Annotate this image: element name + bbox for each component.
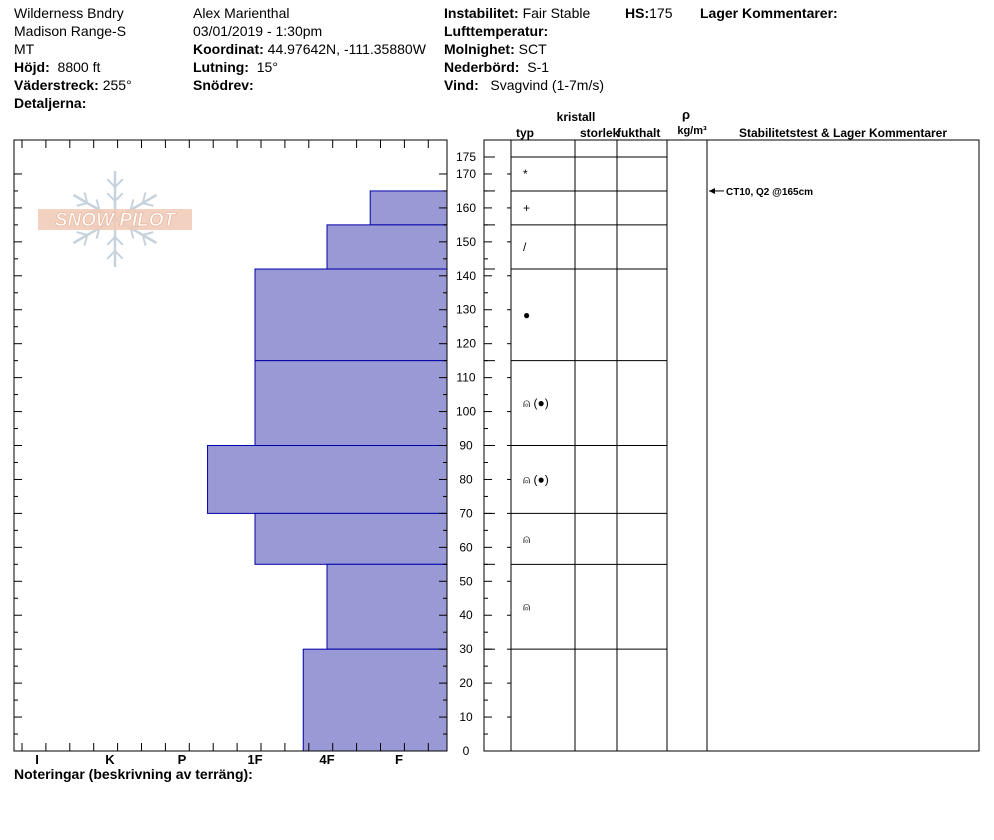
hardness-tick-label: I — [35, 752, 39, 767]
depth-tick-label: 140 — [455, 268, 477, 283]
hardness-bars — [208, 191, 447, 751]
observer-name: Alex Marienthal — [193, 5, 290, 21]
grain-type-symbol: ⍝ — [523, 599, 531, 614]
drift-label: Snödrev: — [193, 77, 254, 93]
stability-value: Fair Stable — [522, 5, 591, 21]
depth-tick-label: 130 — [455, 302, 477, 317]
depth-tick-label: 160 — [455, 200, 477, 215]
elevation-value: 8800 ft — [57, 59, 101, 75]
details-label: Detaljerna: — [14, 95, 87, 111]
snowflake-branch — [143, 203, 154, 206]
grain-type-symbol: ⍝ — [523, 531, 531, 546]
hardness-tick-label: P — [177, 752, 187, 767]
moisture-header: fukthalt — [617, 126, 661, 140]
rho-header: ρ — [681, 107, 691, 122]
aspect-value: 255° — [102, 77, 132, 93]
hs-value: 175 — [649, 5, 673, 21]
grain-type-column — [523, 167, 549, 614]
size-header: storlek — [580, 126, 620, 140]
depth-tick-label: 70 — [459, 506, 473, 521]
snowflake-branch — [77, 203, 88, 206]
snowpilot-logo — [38, 171, 192, 267]
hardness-bar — [255, 269, 447, 361]
depth-tick-label: 120 — [455, 336, 477, 351]
snowflake-branch — [143, 232, 154, 235]
grain-type-symbol: * — [523, 166, 528, 181]
depth-tick-label: 40 — [459, 608, 473, 623]
depth-tick-label: 90 — [459, 438, 473, 453]
sky-value: SCT — [518, 41, 547, 57]
type-header: typ — [516, 126, 534, 140]
stability-annotations — [709, 187, 813, 198]
grain-type-symbol: ● — [523, 307, 531, 322]
grain-type-symbol: ⍝ (●) — [523, 472, 549, 487]
range-name: Madison Range-S — [14, 23, 127, 39]
depth-tick-label: 80 — [459, 472, 473, 487]
stability-label: Instabilitet: — [444, 5, 519, 21]
sky-label: Molnighet: — [444, 41, 515, 57]
layer-table — [484, 107, 979, 751]
precip-value: S-1 — [527, 59, 550, 75]
hardness-bar — [370, 191, 447, 225]
hardness-tick-label: 4F — [319, 752, 335, 767]
stability-comments-header: Stabilitetstest & Lager Kommentarer — [738, 126, 948, 140]
coordinate-label: Koordinat: — [193, 41, 264, 57]
grain-type-symbol: / — [523, 239, 527, 254]
precip-label: Nederbörd: — [444, 59, 520, 75]
state-name: MT — [14, 41, 35, 57]
wind-label: Vind: — [444, 77, 479, 93]
hardness-bar — [327, 564, 447, 649]
hardness-bar — [255, 361, 447, 446]
hardness-bar — [255, 513, 447, 564]
wind-value: Svagvind (1-7m/s) — [490, 77, 605, 93]
elevation-label: Höjd: — [14, 59, 50, 75]
hardness-tick-label: F — [395, 752, 403, 767]
depth-tick-label: 170 — [455, 166, 477, 181]
depth-tick-label: 100 — [455, 404, 477, 419]
hardness-bar — [303, 649, 447, 751]
depth-tick-label: 60 — [459, 540, 473, 555]
hardness-tick-label: 1F — [247, 752, 263, 767]
depth-tick-label: 10 — [459, 710, 473, 725]
airtemp-label: Lufttemperatur: — [444, 23, 549, 39]
annotation-arrowhead — [709, 188, 715, 194]
snowflake-branch — [77, 232, 88, 235]
hardness-tick-label: K — [105, 752, 115, 767]
stability-test-label: CT10, Q2 @165cm — [726, 186, 814, 198]
observation-datetime: 03/01/2019 - 1:30pm — [193, 23, 323, 39]
hs-label: HS: — [625, 5, 650, 21]
hardness-bar — [327, 225, 447, 269]
aspect-label: Väderstreck: — [14, 77, 99, 93]
slope-label: Lutning: — [193, 59, 249, 75]
slope-value: 15° — [256, 59, 278, 75]
layer-comments-label: Lager Kommentarer: — [700, 5, 838, 21]
depth-tick-label: 30 — [459, 642, 473, 657]
location-name: Wilderness Bndry — [14, 5, 124, 21]
notes-label: Noteringar (beskrivning av terräng): — [14, 766, 253, 782]
logo-text: SNOW PILOT — [54, 210, 176, 231]
depth-tick-label: 50 — [459, 574, 473, 589]
grain-type-symbol: + — [523, 200, 531, 215]
grain-type-symbol: ⍝ (●) — [523, 396, 549, 411]
depth-tick-label: 0 — [462, 744, 470, 758]
depth-tick-label: 110 — [456, 370, 476, 385]
hardness-bar — [208, 446, 447, 514]
depth-tick-label: 20 — [459, 676, 473, 691]
depth-tick-label: 150 — [455, 234, 477, 249]
density-unit-header: kg/m³ — [677, 125, 707, 137]
coordinate-value: 44.97642N, -111.35880W — [267, 41, 426, 57]
depth-tick-label: 175 — [455, 150, 477, 164]
crystal-header: kristall — [556, 110, 596, 124]
